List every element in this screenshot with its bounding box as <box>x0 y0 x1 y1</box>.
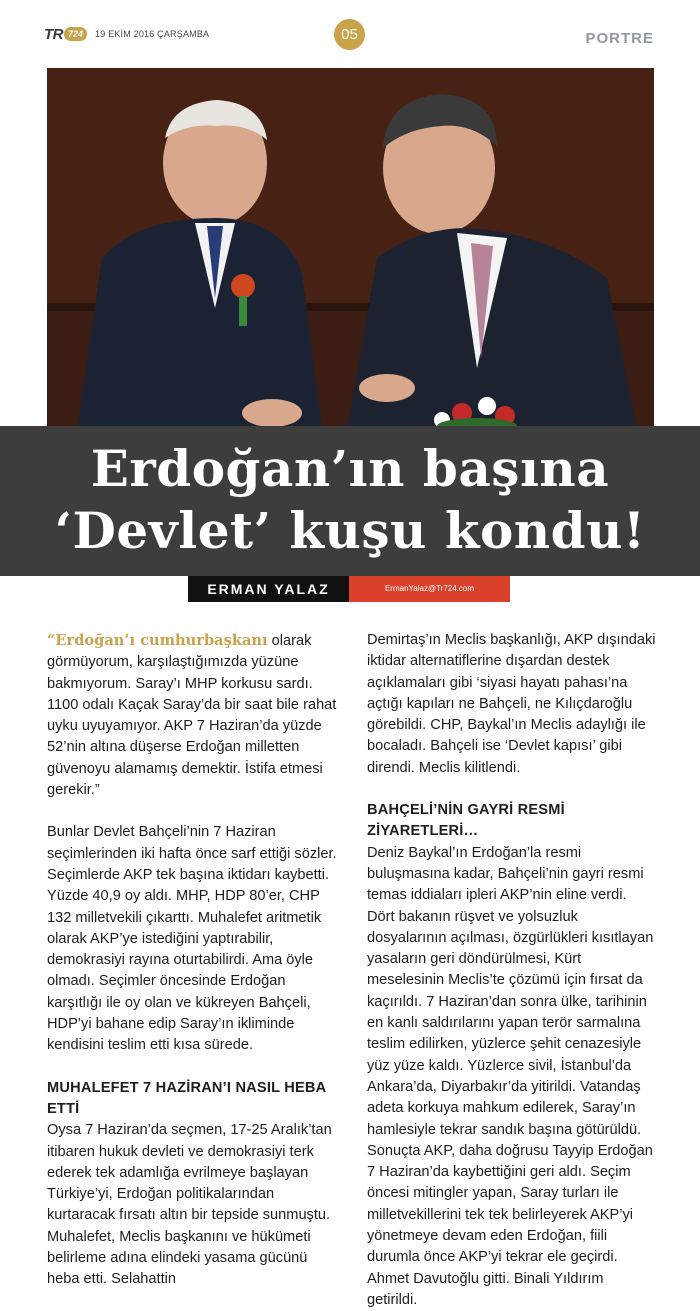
quote-body: olarak görmüyorum, karşılaştığımızda yüzüne bakmıyorum. Saray’ı MHP korkusu sardı. 1100 odalı Kaçak Saray’da bir saat bile rahat uyku uyuyamıyor. AKP 7 Haziran’da yüzde 52’nin altına düşerse Erdoğan milletten güvenoyu alamamış demektir. İstifa etmesi gerekir.” <box>47 633 337 799</box>
body-paragraph: Deniz Baykal’ın Erdoğan’la resmi buluşmasına kadar, Bahçeli’nin gayri resmi temas iddiaları ipleri AKP’nin eline verdi. Dört bakanın rüşvet ve yolsuzluk dosyalarının açılması, özgürlükleri kısıtlayan yasaların geri döndürülmesi, Kürt meselesinin Meclis’te çözümü için fırsat da kaçırıldı. 7 Haziran’dan sonra ülke, tarihinin en kanlı saldırılarını yapan terör sarmalına teslim edilirken, yüzlerce şehit cenazesiyle yüz yüze kaldı. Yüzlerce sivil, İstanbul’da Ankara’da, Diyarbakır’da yitirildi. Vatandaş adeta korkuya mahkum edilerek, Saray’ın hamlesiyle tekrar sandık başına götürüldü. Sonuçta AKP, daha doğrusu Tayyip Erdoğan 7 Haziran’da kaybettiğini geri aldı. Seçim öncesi mitingler yapan, Saray turları ile milletvekillerini tek tek belirleyerek AKP’yi yönetmeye devam eden Erdoğan, fiili durumla önce AKP’yi tekrar ele geçirdi. Ahmet Davutoğlu gitti. Binali Yıldırım getirildi. <box>367 844 654 1308</box>
right-column <box>367 630 657 1311</box>
body-paragraph: Bunlar Devlet Bahçeli’nin 7 Haziran seçimlerinden iki hafta önce sarf ettiği sözler. Seçimlerde AKP tek başına iktidarı kaybetti. Yüzde 40,9 oy aldı. MHP, HDP 80’er, CHP 132 milletvekili çıkarttı. Muhalefet aritmetik olarak AKP’ye istediğini yaptırabilir, demokrasiyi rayına oturtabilirdi. Ama öyle olmadı. Seçimler öncesinde Erdoğan karşıtlığı ile oy olan ve kükreyen Bahçeli, HDP’yi bahane edip Saray’ın ikliminde kendisini teslim etti kısa sürede. <box>47 824 337 1054</box>
headline-line-1: Erdoğan’ın başına <box>90 439 610 498</box>
headline-line-2: ‘Devlet’ kuşu kondu! <box>54 501 646 560</box>
author-name: ERMAN YALAZ <box>188 576 349 602</box>
logo-number-badge: 724 <box>64 27 87 41</box>
opening-quote <box>47 630 337 801</box>
quote-lead: “Erdoğan’ı cumhurbaşkanı <box>47 632 268 649</box>
byline <box>188 576 510 602</box>
subheading: BAHÇELİ’NİN GAYRİ RESMİ ZİYARETLERİ… <box>367 802 565 840</box>
logo-tr-text: TR <box>44 25 63 43</box>
subheading: MUHALEFET 7 HAZİRAN’I NASIL HEBA ETTİ <box>47 1079 326 1117</box>
section-label: PORTRE <box>585 30 654 47</box>
photo-illustration <box>47 68 654 430</box>
tr724-logo <box>44 24 87 44</box>
article-photo <box>47 68 654 430</box>
body-paragraph: Oysa 7 Haziran’da seçmen, 17-25 Aralık’tan itibaren hukuk devleti ve demokrasiyi terk ederek tek adamlığa evrilmeye başlayan Türkiye’yi, Erdoğan politikalarından kurtaracak fırsatı altın bir tepside sunmuştu. Muhalefet, Meclis başkanını ve hükümeti belirleme adına elindeki yasama gücünü heba etti. Selahattin <box>47 1122 332 1288</box>
article-headline <box>0 438 700 562</box>
author-email[interactable]: ErmanYalaz@Tr724.com <box>349 576 510 602</box>
body-paragraph: Demirtaş’ın Meclis başkanlığı, AKP dışındaki iktidar alternatiflerine dışardan destek açıklamaları gibi ‘siyasi hayatı pahası’na açtığı kapıları ne Bahçeli, ne Kılıçdaroğlu görebildi. CHP, Baykal’ın Meclis adaylığı ile bocaladı. Bahçeli ise ‘Devlet kapısı’ gibi direndi. Meclis kilitlendi. <box>367 632 656 776</box>
issue-date: 19 EKİM 2016 ÇARŞAMBA <box>95 29 210 39</box>
page-number-badge: 05 <box>334 19 365 50</box>
page-header <box>0 0 700 68</box>
left-column <box>47 630 337 1291</box>
